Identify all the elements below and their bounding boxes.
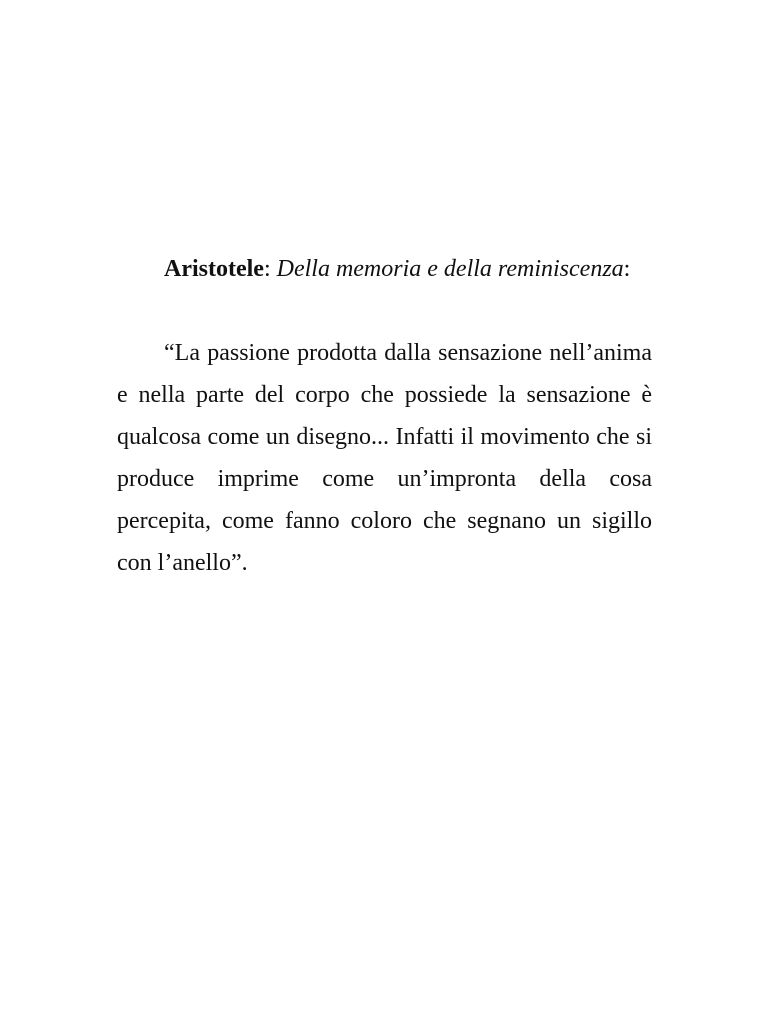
text-block (117, 248, 652, 584)
quote-paragraph: “La passione prodotta dalla sensazione nell’anima e nella parte del corpo che possiede la sensazione è qualcosa come un disegno... Infatti il movimento che si produce imprime come un’impronta della cosa percepita, come fanno coloro che segnano un sigillo con l’anello”. (117, 340, 652, 576)
author-name: Aristotele (164, 256, 264, 282)
title-separator: : (623, 256, 631, 282)
citation-heading (117, 248, 652, 290)
work-title: Della memoria e della reminiscenza (276, 256, 624, 282)
author-separator: : (263, 256, 277, 282)
